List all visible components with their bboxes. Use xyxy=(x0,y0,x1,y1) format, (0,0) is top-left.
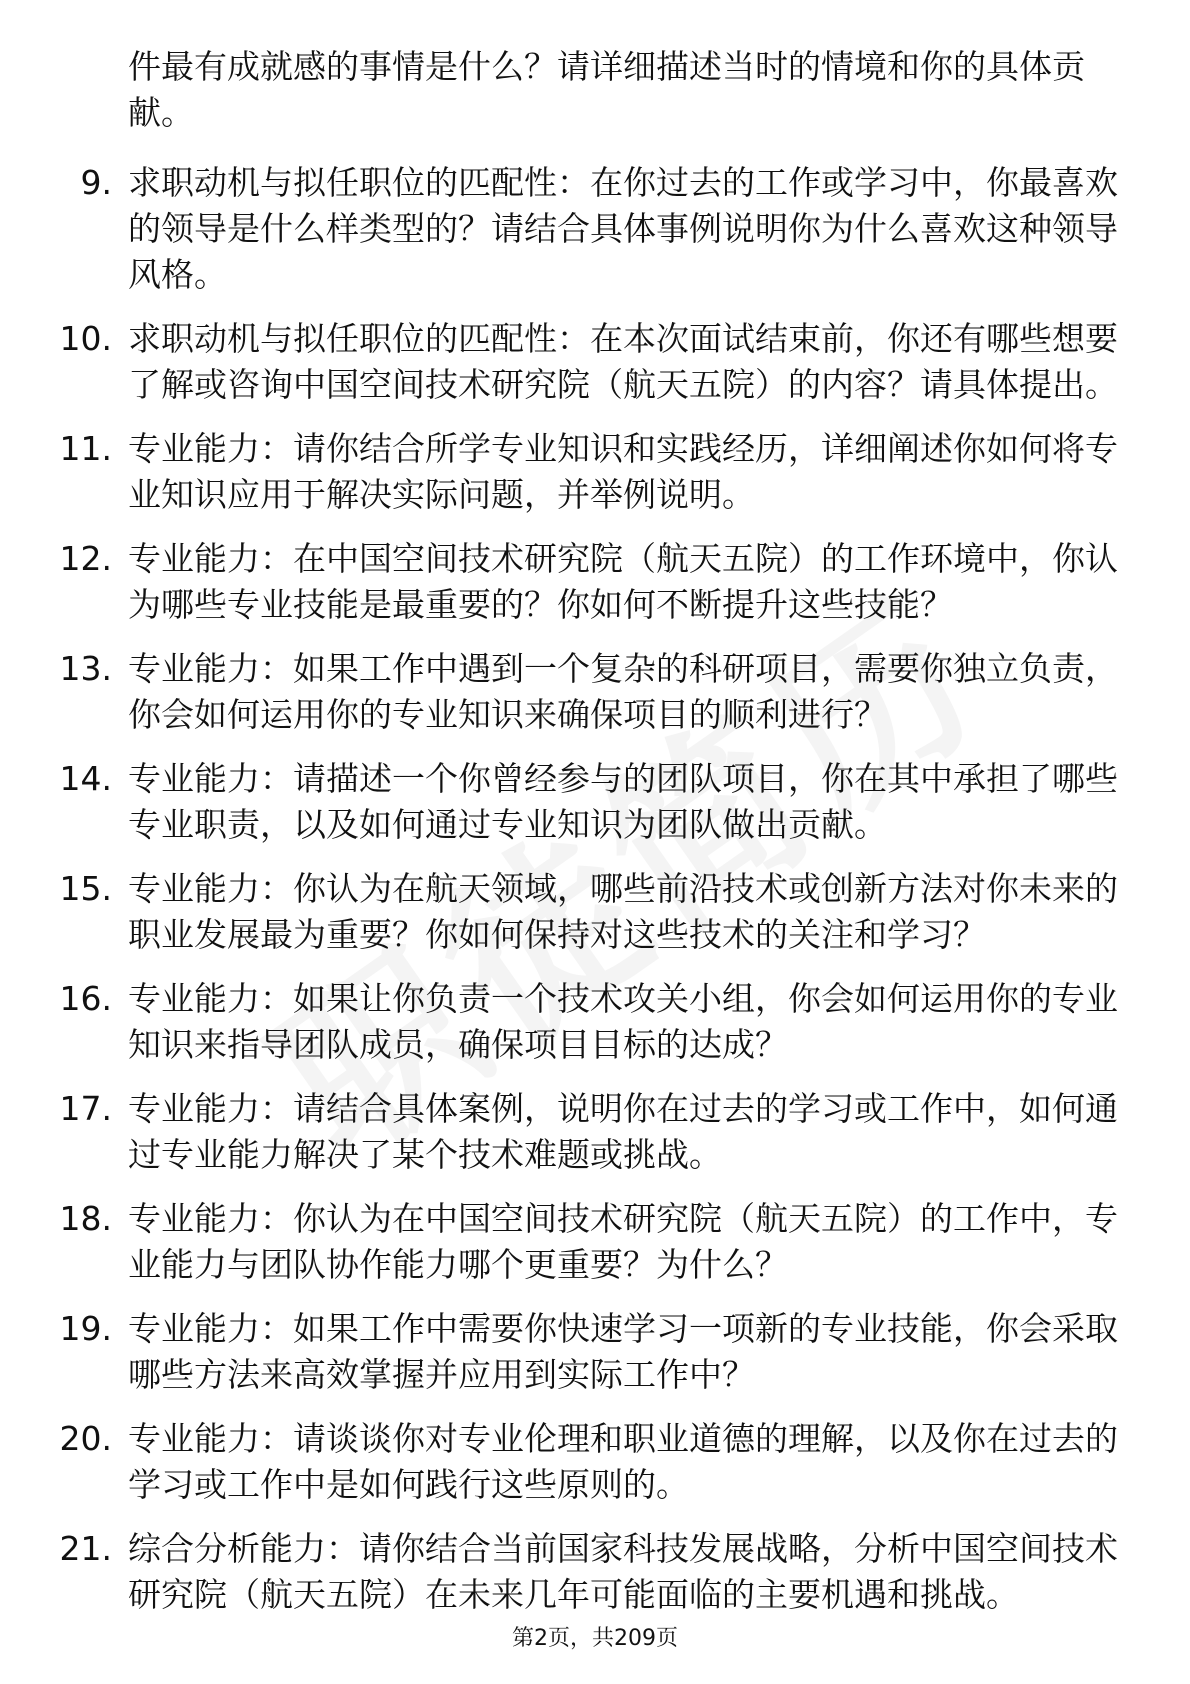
question-number: 16. xyxy=(59,979,112,1018)
question-text: 综合分析能力：请你结合当前国家科技发展战略，分析中国空间技术研究院（航天五院）在未来几年可能面临的主要机遇和挑战。 xyxy=(128,1529,1118,1614)
question-number: 18. xyxy=(59,1199,112,1238)
question-number: 9. xyxy=(80,163,112,202)
question-item xyxy=(50,1196,1120,1288)
question-text: 专业能力：请结合具体案例，说明你在过去的学习或工作中，如何通过专业能力解决了某个技术难题或挑战。 xyxy=(128,1089,1118,1174)
question-text: 求职动机与拟任职位的匹配性：在本次面试结束前，你还有哪些想要了解或咨询中国空间技术研究院（航天五院）的内容？请具体提出。 xyxy=(128,319,1118,404)
question-item xyxy=(50,536,1120,628)
question-number: 17. xyxy=(59,1089,112,1128)
question-item xyxy=(50,1416,1120,1508)
question-text: 求职动机与拟任职位的匹配性：在你过去的工作或学习中，你最喜欢的领导是什么样类型的？请结合具体事例说明你为什么喜欢这种领导风格。 xyxy=(128,163,1118,294)
question-item xyxy=(50,646,1120,738)
question-text: 专业能力：你认为在中国空间技术研究院（航天五院）的工作中，专业能力与团队协作能力哪个更重要？为什么？ xyxy=(128,1199,1118,1284)
question-text: 专业能力：如果让你负责一个技术攻关小组，你会如何运用你的专业知识来指导团队成员，确保项目目标的达成？ xyxy=(128,979,1118,1064)
question-item xyxy=(50,1306,1120,1398)
question-number: 13. xyxy=(59,649,112,688)
question-number: 20. xyxy=(59,1419,112,1458)
question-number: 19. xyxy=(59,1309,112,1348)
question-text: 专业能力：如果工作中遇到一个复杂的科研项目，需要你独立负责，你会如何运用你的专业知识来确保项目的顺利进行？ xyxy=(128,649,1118,734)
question-number: 21. xyxy=(59,1529,112,1568)
question-text: 专业能力：你认为在航天领域，哪些前沿技术或创新方法对你未来的职业发展最为重要？你如何保持对这些技术的关注和学习？ xyxy=(128,869,1118,954)
question-item xyxy=(50,976,1120,1068)
question-item xyxy=(50,426,1120,518)
continuation-paragraph: 件最有成就感的事情是什么？请详细描述当时的情境和你的具体贡献。 xyxy=(128,47,1085,132)
question-item xyxy=(50,756,1120,848)
question-item xyxy=(50,1526,1120,1618)
question-item xyxy=(50,316,1120,408)
question-text: 专业能力：请谈谈你对专业伦理和职业道德的理解，以及你在过去的学习或工作中是如何践行这些原则的。 xyxy=(128,1419,1118,1504)
question-number: 14. xyxy=(59,759,112,798)
question-list xyxy=(50,160,1120,1636)
question-number: 12. xyxy=(59,539,112,578)
question-number: 15. xyxy=(59,869,112,908)
question-text: 专业能力：如果工作中需要你快速学习一项新的专业技能，你会采取哪些方法来高效掌握并应用到实际工作中？ xyxy=(128,1309,1118,1394)
question-item xyxy=(50,866,1120,958)
question-text: 专业能力：请你结合所学专业知识和实践经历，详细阐述你如何将专业知识应用于解决实际问题，并举例说明。 xyxy=(128,429,1118,514)
question-number: 11. xyxy=(59,429,112,468)
question-text: 专业能力：请描述一个你曾经参与的团队项目，你在其中承担了哪些专业职责，以及如何通过专业知识为团队做出贡献。 xyxy=(128,759,1118,844)
question-text: 专业能力：在中国空间技术研究院（航天五院）的工作环境中，你认为哪些专业技能是最重要的？你如何不断提升这些技能？ xyxy=(128,539,1118,624)
page-footer: 第2页，共209页 xyxy=(512,1626,678,1651)
question-number: 10. xyxy=(59,319,112,358)
question-item xyxy=(50,160,1120,298)
question-item xyxy=(50,1086,1120,1178)
